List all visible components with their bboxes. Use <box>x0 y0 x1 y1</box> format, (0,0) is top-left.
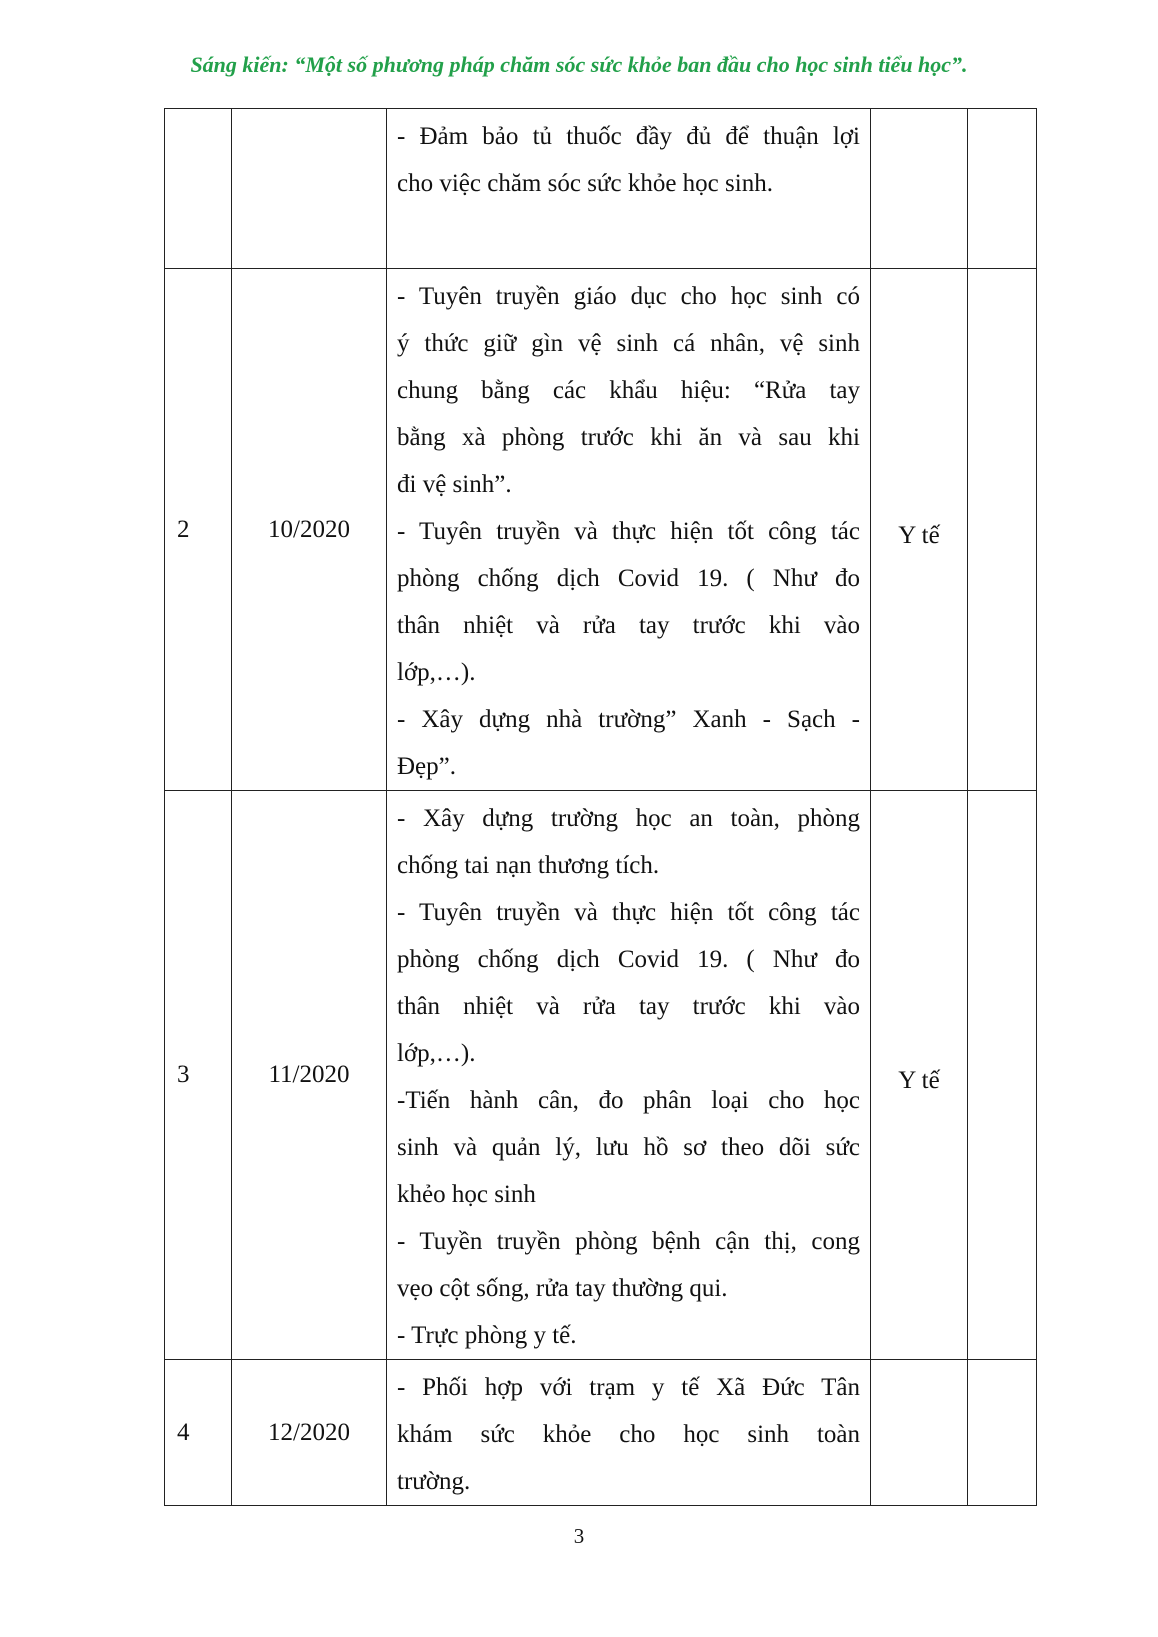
content-line: -Tiến hành cân, đo phân loại cho học <box>397 1087 860 1114</box>
content-cell <box>387 1360 871 1506</box>
content-line: - Trực phòng y tế. <box>397 1322 577 1349</box>
row-number-cell <box>165 109 232 269</box>
content-cell <box>387 791 871 1360</box>
table-row <box>165 1360 1037 1506</box>
content-line: ý thức giữ gìn vệ sinh cá nhân, vệ sinh <box>397 330 860 357</box>
table-row <box>165 269 1037 791</box>
content-line: - Xây dựng nhà trường” Xanh - Sạch - <box>397 706 860 733</box>
time-cell: 10/2020 <box>232 269 387 791</box>
content-line: - Tuyền truyền phòng bệnh cận thị, cong <box>397 1228 860 1255</box>
content-line: lớp,…). <box>397 659 476 686</box>
content-cell <box>387 269 871 791</box>
content-line: thân nhiệt và rửa tay trước khi vào <box>397 993 860 1020</box>
content-line: - Tuyên truyền và thực hiện tốt công tác <box>397 518 860 545</box>
document-header: Sáng kiến: “Một số phương pháp chăm sóc sức khỏe ban đầu cho học sinh tiểu học”. <box>190 52 968 77</box>
content-cell <box>387 109 871 269</box>
note-cell <box>968 791 1037 1360</box>
content-line: - Xây dựng trường học an toàn, phòng <box>397 805 860 832</box>
time-cell: 12/2020 <box>232 1360 387 1506</box>
content-line: chống tai nạn thương tích. <box>397 852 660 879</box>
content-line: khẻo học sinh <box>397 1181 536 1208</box>
note-cell <box>968 1360 1037 1506</box>
content-line: phòng chống dịch Covid 19. ( Như đo <box>397 565 860 592</box>
schedule-table <box>164 108 1037 1506</box>
row-number-cell: 4 <box>165 1360 232 1506</box>
time-cell <box>232 109 387 269</box>
content-line: lớp,…). <box>397 1040 476 1067</box>
time-cell: 11/2020 <box>232 791 387 1360</box>
content-line: khám sức khỏe cho học sinh toàn <box>397 1421 860 1448</box>
content-line: - Phối hợp với trạm y tế Xã Đức Tân <box>397 1374 860 1401</box>
responsible-cell <box>871 109 968 269</box>
responsible-cell: Y tế <box>871 791 968 1360</box>
responsible-cell: Y tế <box>871 269 968 791</box>
content-line: thân nhiệt và rửa tay trước khi vào <box>397 612 860 639</box>
note-cell <box>968 269 1037 791</box>
content-line: - Tuyên truyền và thực hiện tốt công tác <box>397 899 860 926</box>
row-number-cell: 2 <box>165 269 232 791</box>
content-line: vẹo cột sống, rửa tay thường qui. <box>397 1275 728 1302</box>
content-line: đi vệ sinh”. <box>397 471 512 498</box>
page-number: 3 <box>573 1524 585 1548</box>
table-row <box>165 791 1037 1360</box>
row-number-cell: 3 <box>165 791 232 1360</box>
content-line: bằng xà phòng trước khi ăn và sau khi <box>397 424 860 451</box>
table-row <box>165 109 1037 269</box>
content-line: cho việc chăm sóc sức khỏe học sinh. <box>397 170 773 197</box>
content-line: - Đảm bảo tủ thuốc đầy đủ để thuận lợi <box>397 123 860 150</box>
content-line: trường. <box>397 1468 471 1495</box>
content-line: chung bằng các khẩu hiệu: “Rửa tay <box>397 377 860 404</box>
content-line: phòng chống dịch Covid 19. ( Như đo <box>397 946 860 973</box>
content-line: sinh và quản lý, lưu hồ sơ theo dõi sức <box>397 1134 860 1161</box>
note-cell <box>968 109 1037 269</box>
content-line: - Tuyên truyền giáo dục cho học sinh có <box>397 283 860 310</box>
responsible-cell <box>871 1360 968 1506</box>
content-line: Đẹp”. <box>397 753 456 780</box>
